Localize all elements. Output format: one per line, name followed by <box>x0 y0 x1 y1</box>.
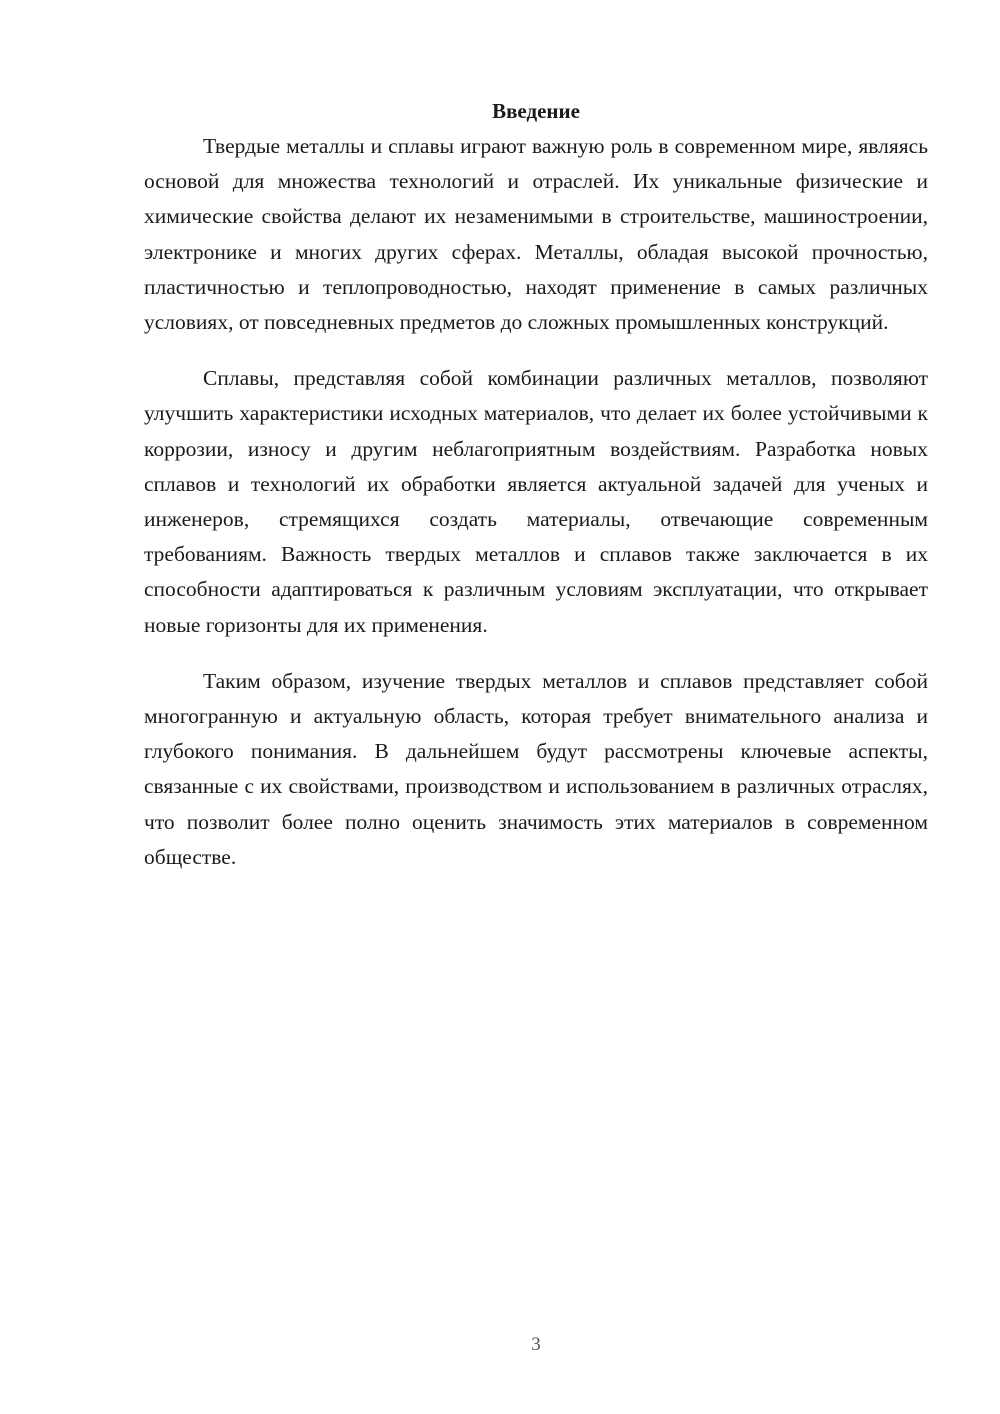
paragraph-2: Сплавы, представляя собой комбинации различных металлов, позволяют улучшить характеристики исходных материалов, что делает их более устойчивыми к коррозии, износу и другим неблагоприятным воздействиям. Разработка новых сплавов и технологий их обработки является актуальной задачей для ученых и инженеров, стремящихся создать материалы, отвечающие современным требованиям. Важность твердых металлов и сплавов также заключается в их способности адаптироваться к различным условиям эксплуатации, что открывает новые горизонты для их применения. <box>144 366 928 637</box>
paragraph-3: Таким образом, изучение твердых металлов и сплавов представляет собой многогранную и актуальную область, которая требует внимательного анализа и глубокого понимания. В дальнейшем будут рассмотрены ключевые аспекты, связанные с их свойствами, производством и использованием в различных отраслях, что позволит более полно оценить значимость этих материалов в современном обществе. <box>144 668 928 869</box>
section-title: Введение <box>492 99 580 123</box>
paragraph-1: Твердые металлы и сплавы играют важную роль в современном мире, являясь основой для множества технологий и отраслей. Их уникальные физические и химические свойства делают их незаменимыми в строительстве, машиностроении, электронике и многих других сферах. Металлы, обладая высокой прочностью, пластичностью и теплопроводностью, находят применение в самых различных условиях, от повседневных предметов до сложных промышленных конструкций. <box>144 134 928 335</box>
page-number: 3 <box>531 1334 541 1355</box>
page-content <box>144 96 928 896</box>
